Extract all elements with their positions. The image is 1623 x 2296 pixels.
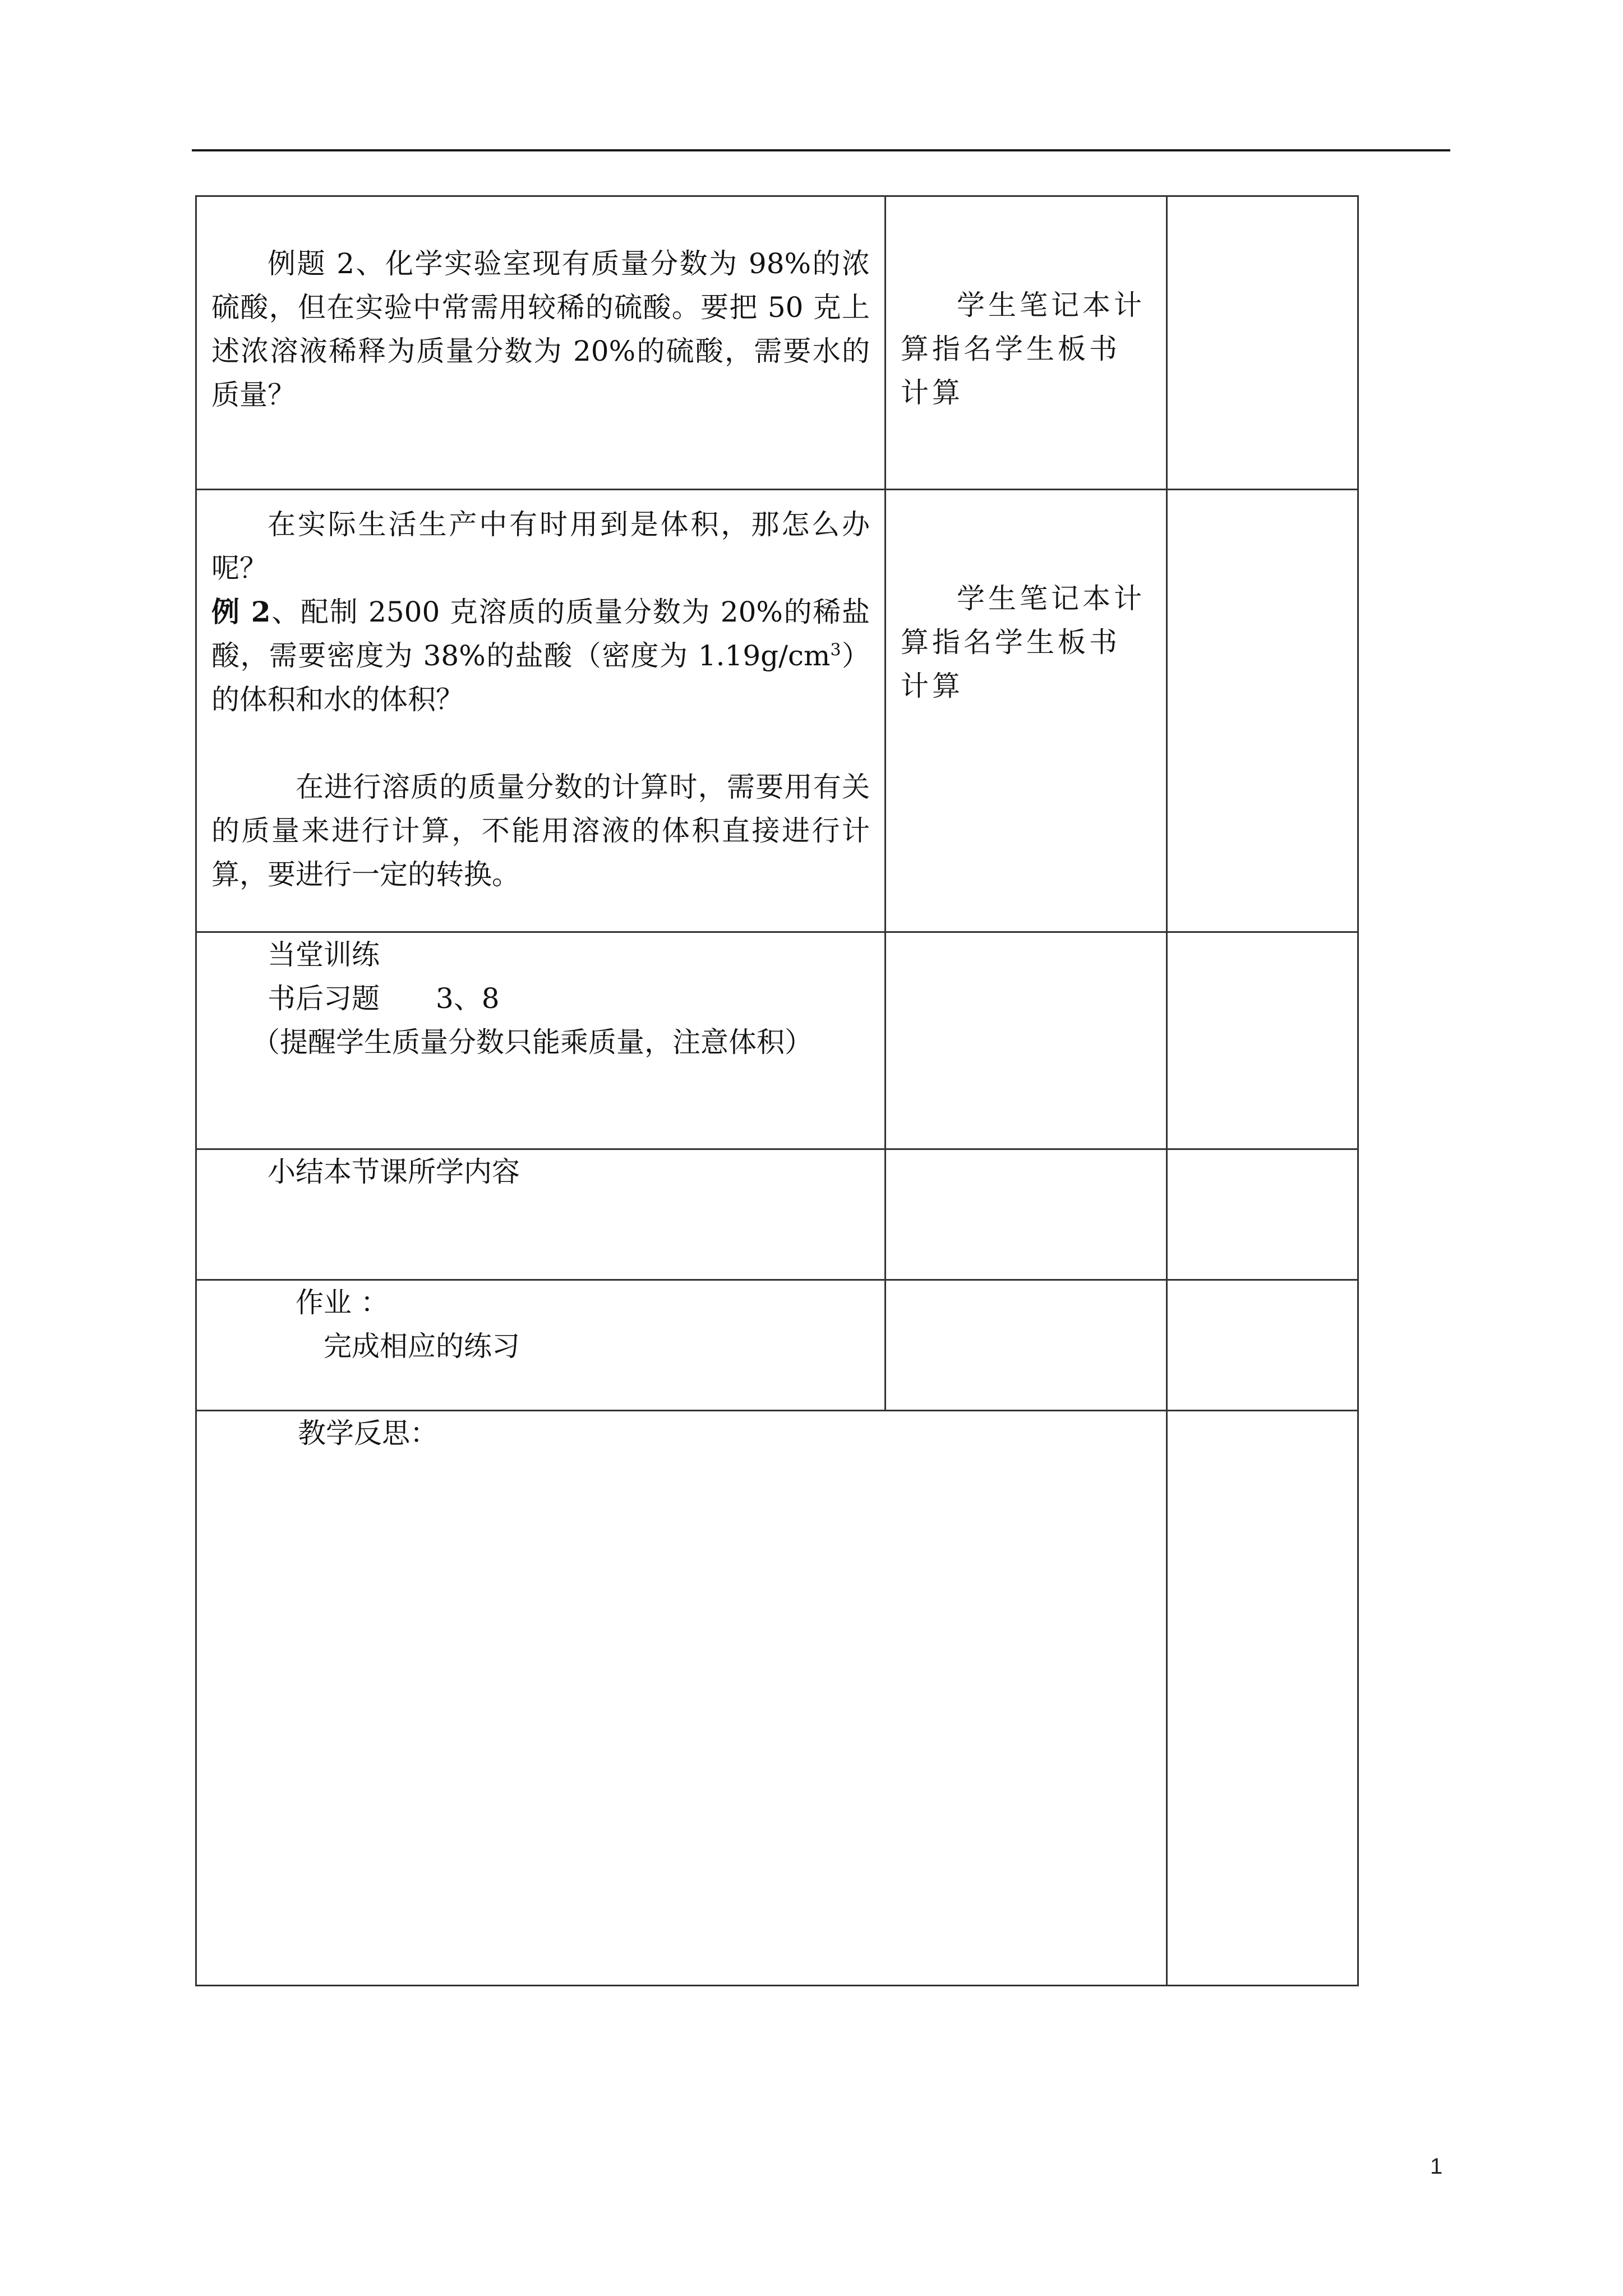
volume-example-sup: 3: [830, 640, 841, 660]
page-number: 1: [1430, 2154, 1443, 2179]
cell-practice-activity: [886, 932, 1167, 1149]
cell-practice-notes: [1167, 932, 1358, 1149]
header-rule: [192, 149, 1450, 151]
cell-volume-content: [196, 490, 886, 932]
volume-example: [211, 590, 870, 721]
volume-student-activity: 学生笔记本计算指名学生板书计算: [901, 582, 1145, 702]
table-row-summary: [196, 1149, 1358, 1280]
cell-example-2-content: [196, 196, 886, 490]
example-2-text: 例题 2、化学实验室现有质量分数为 98%的浓硫酸，但在实验中常需用较稀的硫酸。要把 50 克上述浓溶液稀释为质量分数为 20%的硫酸，需要水的质量？: [211, 247, 870, 411]
example-2-student-activity: 学生笔记本计算指名学生板书计算: [901, 289, 1145, 409]
cell-example-2-activity: [886, 196, 1167, 490]
volume-example-text-a: 、配制 2500 克溶质的质量分数为 20%的稀盐酸，需要密度为 38%的盐酸（密度为 1.19g/cm: [211, 596, 870, 672]
cell-summary-content: [196, 1149, 886, 1280]
lesson-plan-table: [195, 195, 1359, 1986]
cell-homework-activity: [886, 1280, 1167, 1411]
cell-homework-notes: [1167, 1280, 1358, 1411]
cell-volume-notes: [1167, 490, 1358, 932]
table-row-example-2: [196, 196, 1358, 490]
table-row-reflection: [196, 1411, 1358, 1986]
practice-reminder: （提醒学生质量分数只能乘质量，注意体积）: [252, 1026, 813, 1059]
volume-intro: 在实际生活生产中有时用到是体积，那怎么办呢？: [211, 508, 870, 585]
reflection-title: 教学反思：: [298, 1417, 438, 1450]
volume-summary: 在进行溶质的质量分数的计算时，需要用有关的质量来进行计算，不能用溶液的体积直接进行计算，要进行一定的转换。: [211, 771, 870, 891]
cell-homework-content: [196, 1280, 886, 1411]
table-row-volume-example: [196, 490, 1358, 932]
homework-text: 完成相应的练习: [324, 1330, 520, 1363]
summary-text: 小结本节课所学内容: [268, 1156, 520, 1188]
cell-reflection-content: [196, 1411, 1167, 1986]
table-row-homework: [196, 1280, 1358, 1411]
cell-summary-activity: [886, 1149, 1167, 1280]
cell-reflection-notes: [1167, 1411, 1358, 1986]
table-row-practice: [196, 932, 1358, 1149]
cell-volume-activity: [886, 490, 1167, 932]
practice-title: 当堂训练: [268, 938, 380, 971]
volume-example-text-b: ）的体积和水的体积？: [211, 639, 870, 716]
practice-exercise: 书后习题 3、8: [268, 982, 500, 1015]
homework-title: 作业 ：: [296, 1286, 389, 1319]
cell-example-2-notes: [1167, 196, 1358, 490]
cell-summary-notes: [1167, 1149, 1358, 1280]
cell-practice-content: [196, 932, 886, 1149]
volume-example-label: 例 2: [211, 595, 271, 628]
